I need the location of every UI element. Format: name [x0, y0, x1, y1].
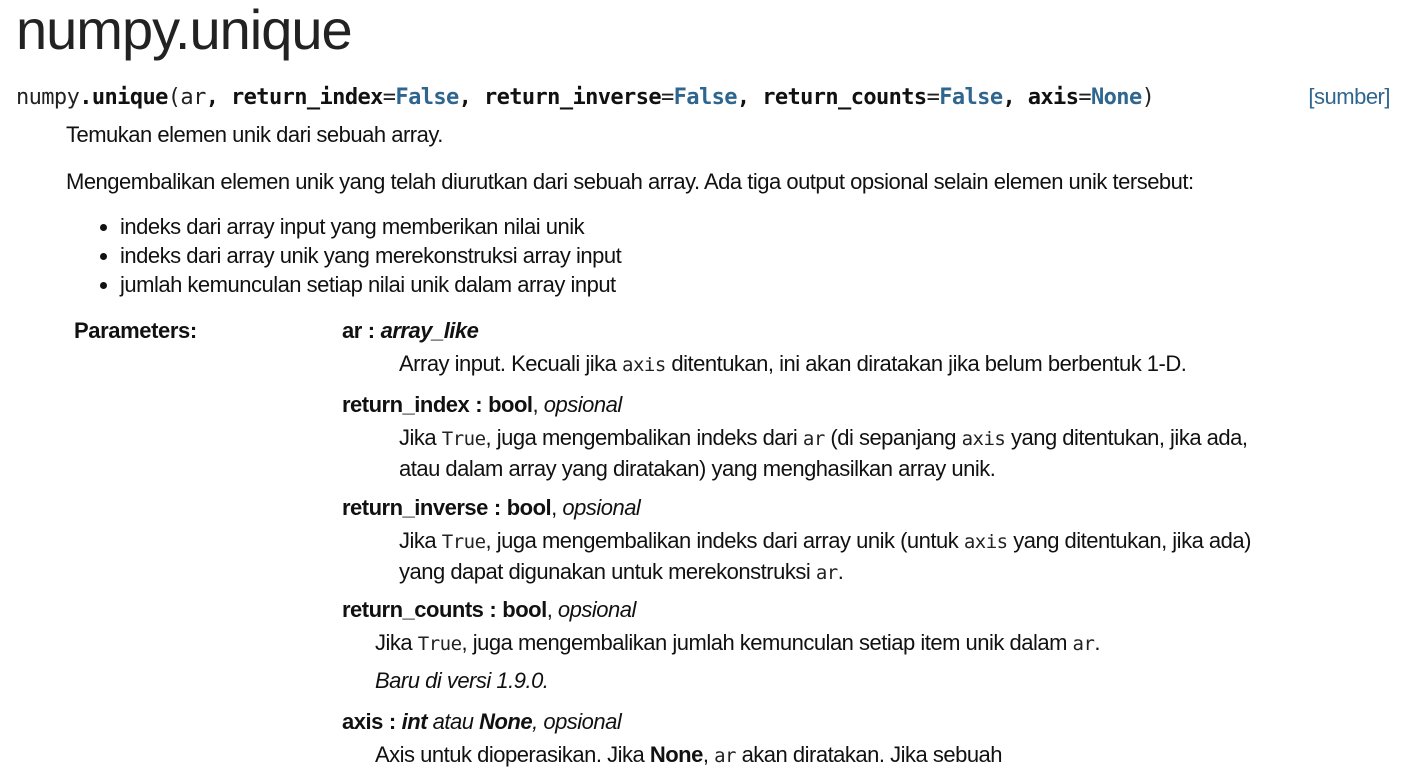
optional-outputs-list — [66, 212, 621, 299]
param-name: return_inverse — [342, 495, 488, 520]
param-name: axis — [342, 709, 383, 734]
param-name: ar — [342, 318, 362, 343]
param-name: return_counts — [342, 597, 484, 622]
parameters-label: Parameters: — [74, 318, 197, 343]
list-item: • indeks dari array input yang memberikan nilai unik — [120, 212, 621, 241]
sig-param-axis: axis — [1027, 85, 1079, 110]
param-type: int — [401, 709, 428, 734]
param-return-inverse-header: return_inverse : bool, opsional — [342, 495, 641, 520]
source-link[interactable]: [sumber] — [1308, 84, 1390, 109]
param-return-counts-description: Jika True, juga mengembalikan jumlah kemunculan setiap item unik dalam ar. — [375, 630, 1101, 655]
version-added-note: Baru di versi 1.9.0. — [375, 668, 549, 693]
param-type: array_like — [380, 318, 479, 343]
param-ar-header: ar : array_like — [342, 318, 479, 343]
param-type: bool — [488, 392, 533, 417]
sig-function-name: unique — [91, 85, 168, 110]
description-text: Mengembalikan elemen unik yang telah diurutkan dari sebuah array. Ada tiga output opsional selain elemen unik tersebut: — [66, 169, 1194, 194]
param-return-counts-header: return_counts : bool, opsional — [342, 597, 636, 622]
param-return-index-header: return_index : bool, opsional — [342, 392, 622, 417]
sig-param-return-inverse: return_inverse — [483, 85, 661, 110]
param-ar-description: Array input. Kecuali jika axis ditentukan, ini akan diratakan jika belum berbentuk 1-D. — [399, 351, 1187, 376]
function-signature: numpy.unique(ar, return_index=False, return_inverse=False, return_counts=False, axis=None) — [16, 85, 1155, 110]
list-item: • jumlah kemunculan setiap nilai unik dalam array input — [120, 270, 621, 299]
param-axis-description: Axis untuk dioperasikan. Jika None, ar akan diratakan. Jika sebuah — [375, 742, 1003, 767]
param-type: bool — [506, 495, 552, 520]
summary-text: Temukan elemen unik dari sebuah array. — [66, 122, 443, 147]
sig-module: numpy — [16, 85, 80, 110]
list-item: • indeks dari array unik yang merekonstruksi array input — [120, 241, 621, 270]
param-return-inverse-description: Jika True, juga mengembalikan indeks dari array unik (untuk axis yang ditentukan, jika ada) yang dapat digunakan untuk merekonstruksi ar. — [399, 528, 1251, 584]
sig-param-return-counts: return_counts — [762, 85, 927, 110]
param-return-index-description: Jika True, juga mengembalikan indeks dari ar (di sepanjang axis yang ditentukan, jika ada, atau dalam array yang diratakan) yang menghasilkan array unik. — [399, 425, 1248, 481]
param-name: return_index — [342, 392, 470, 417]
sig-param-return-index: return_index — [231, 85, 383, 110]
sig-arg-ar: ar — [180, 85, 206, 110]
page-title: numpy.unique — [16, 0, 352, 61]
param-axis-header: axis : int atau None, opsional — [342, 709, 622, 734]
param-type: bool — [502, 597, 547, 622]
